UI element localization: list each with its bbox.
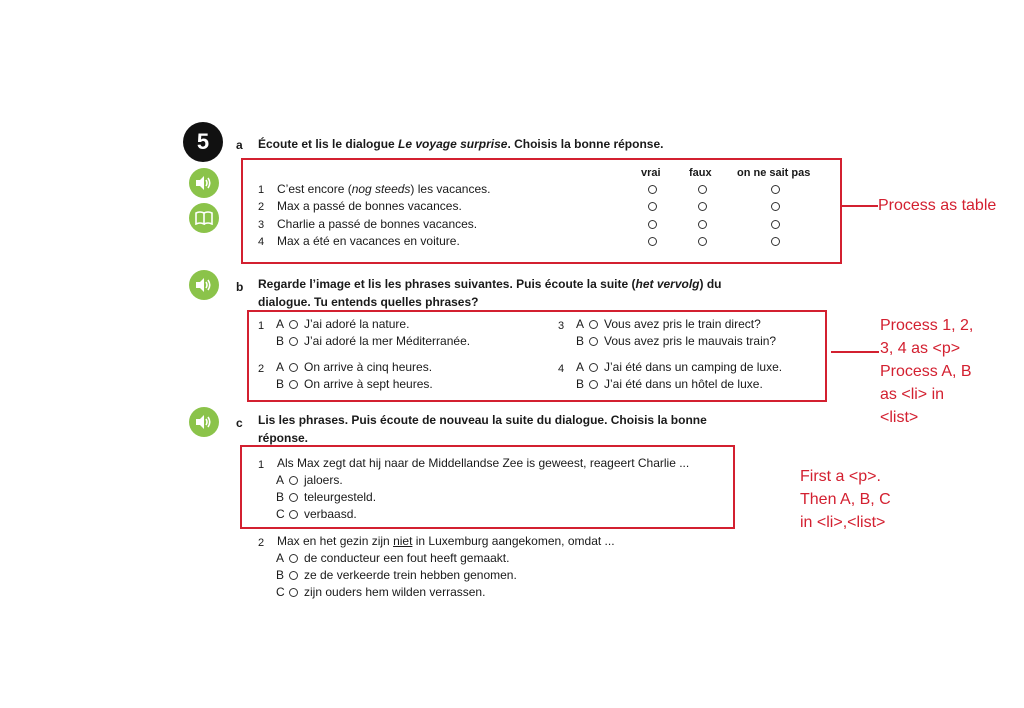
item-number: 2: [258, 363, 265, 375]
option-letter: B: [276, 334, 285, 348]
radio-vrai[interactable]: [648, 220, 657, 229]
item-number: 1: [258, 320, 265, 332]
option-letter: A: [576, 317, 585, 331]
option-row[interactable]: [276, 507, 357, 521]
option-text: Vous avez pris le mauvais train?: [604, 334, 777, 348]
option-row[interactable]: [576, 334, 776, 348]
row-number: 3: [258, 219, 265, 231]
radio-vrai[interactable]: [648, 185, 657, 194]
item-number: 4: [558, 363, 565, 375]
option-row[interactable]: [276, 490, 376, 504]
option-radio[interactable]: [589, 380, 598, 389]
option-radio[interactable]: [289, 510, 298, 519]
question-text: Max en het gezin zijn niet in Luxemburg aangekomen, omdat ...: [277, 534, 615, 548]
radio-faux[interactable]: [698, 185, 707, 194]
audio-button-a[interactable]: [189, 168, 219, 198]
radio-faux[interactable]: [698, 220, 707, 229]
radio-on-ne-sait-pas[interactable]: [771, 237, 780, 246]
option-radio[interactable]: [289, 380, 298, 389]
option-letter: B: [276, 377, 285, 391]
item-number: 3: [558, 320, 565, 332]
option-radio[interactable]: [289, 554, 298, 563]
section-c-title: Lis les phrases. Puis écoute de nouveau la suite du dialogue. Choisis la bonne réponse.: [258, 413, 707, 445]
option-text: jaloers.: [304, 473, 343, 487]
option-text: On arrive à cinq heures.: [304, 360, 433, 374]
option-text: J’ai adoré la nature.: [304, 317, 410, 331]
statement-text: C’est encore (nog steeds) les vacances.: [277, 182, 491, 196]
option-text: verbaasd.: [304, 507, 357, 521]
section-a-letter: a: [236, 138, 243, 152]
row-number: 2: [258, 201, 265, 213]
option-row[interactable]: [276, 334, 470, 348]
option-letter: A: [276, 551, 285, 565]
question-note: First a <p>. Then A, B, C in <li>,<list>: [800, 468, 891, 531]
option-text: ze de verkeerde trein hebben genomen.: [304, 568, 517, 582]
table-note-connector: [842, 205, 878, 207]
option-radio[interactable]: [289, 337, 298, 346]
option-letter: A: [276, 360, 285, 374]
radio-on-ne-sait-pas[interactable]: [771, 220, 780, 229]
radio-vrai[interactable]: [648, 202, 657, 211]
section-b-letter: b: [236, 280, 244, 294]
audio-button-c[interactable]: [189, 407, 219, 437]
option-radio[interactable]: [289, 588, 298, 597]
option-letter: B: [276, 568, 285, 582]
audio-button-b[interactable]: [189, 270, 219, 300]
option-letter: A: [276, 473, 285, 487]
option-letter: C: [276, 585, 285, 599]
question-number: 2: [258, 537, 265, 549]
option-text: J’ai été dans un hôtel de luxe.: [604, 377, 763, 391]
option-row[interactable]: [576, 360, 782, 374]
option-letter: B: [576, 334, 585, 348]
option-text: J’ai adoré la mer Méditerranée.: [304, 334, 471, 348]
option-radio[interactable]: [289, 476, 298, 485]
option-row[interactable]: [276, 585, 485, 599]
option-letter: A: [576, 360, 585, 374]
column-header-vrai: vrai: [641, 167, 661, 179]
option-row[interactable]: [276, 377, 433, 391]
speaker-icon: [195, 175, 213, 191]
row-number: 1: [258, 184, 265, 196]
open-book-icon: [195, 211, 213, 225]
column-header-on-ne-sait-pas: on ne sait pas: [737, 167, 811, 179]
options-note-connector: [831, 351, 879, 353]
option-row[interactable]: [276, 317, 409, 331]
option-letter: B: [576, 377, 585, 391]
option-text: On arrive à sept heures.: [304, 377, 433, 391]
option-radio[interactable]: [289, 320, 298, 329]
option-row[interactable]: [276, 551, 509, 565]
option-row[interactable]: [276, 360, 432, 374]
statement-text: Max a passé de bonnes vacances.: [277, 199, 462, 213]
question-text: Als Max zegt dat hij naar de Middellandse Zee is geweest, reageert Charlie ...: [277, 456, 690, 470]
option-letter: A: [276, 317, 285, 331]
option-row[interactable]: [276, 473, 343, 487]
option-text: J’ai été dans un camping de luxe.: [604, 360, 783, 374]
option-text: teleurgesteld.: [304, 490, 377, 504]
section-c-letter: c: [236, 416, 243, 430]
option-letter: C: [276, 507, 285, 521]
option-radio[interactable]: [589, 320, 598, 329]
row-number: 4: [258, 236, 265, 248]
speaker-icon: [195, 414, 213, 430]
option-radio[interactable]: [289, 493, 298, 502]
option-letter: B: [276, 490, 285, 504]
option-radio[interactable]: [289, 363, 298, 372]
option-text: Vous avez pris le train direct?: [604, 317, 761, 331]
exercise-number-badge: 5: [183, 122, 223, 162]
option-row[interactable]: [576, 377, 763, 391]
option-text: zijn ouders hem wilden verrassen.: [304, 585, 486, 599]
option-radio[interactable]: [289, 571, 298, 580]
speaker-icon: [195, 277, 213, 293]
radio-vrai[interactable]: [648, 237, 657, 246]
radio-faux[interactable]: [698, 202, 707, 211]
option-radio[interactable]: [589, 363, 598, 372]
statement-text: Max a été en vacances en voiture.: [277, 234, 460, 248]
option-row[interactable]: [276, 568, 517, 582]
options-note: Process 1, 2, 3, 4 as <p> Process A, B as <li> in <list>: [880, 317, 974, 426]
option-text: de conducteur een fout heeft gemaakt.: [304, 551, 510, 565]
column-header-faux: faux: [689, 167, 712, 179]
radio-on-ne-sait-pas[interactable]: [771, 185, 780, 194]
book-button-a[interactable]: [189, 203, 219, 233]
radio-faux[interactable]: [698, 237, 707, 246]
table-note: Process as table: [878, 197, 997, 214]
section-b-title: Regarde l’image et lis les phrases suivantes. Puis écoute la suite (het vervolg) du dialogue. Tu entends quelles phrases?: [258, 277, 722, 309]
option-radio[interactable]: [589, 337, 598, 346]
section-a-title: Écoute et lis le dialogue Le voyage surprise. Choisis la bonne réponse.: [258, 137, 664, 151]
question-number: 1: [258, 459, 265, 471]
statement-text: Charlie a passé de bonnes vacances.: [277, 217, 478, 231]
option-row[interactable]: [576, 317, 761, 331]
radio-on-ne-sait-pas[interactable]: [771, 202, 780, 211]
